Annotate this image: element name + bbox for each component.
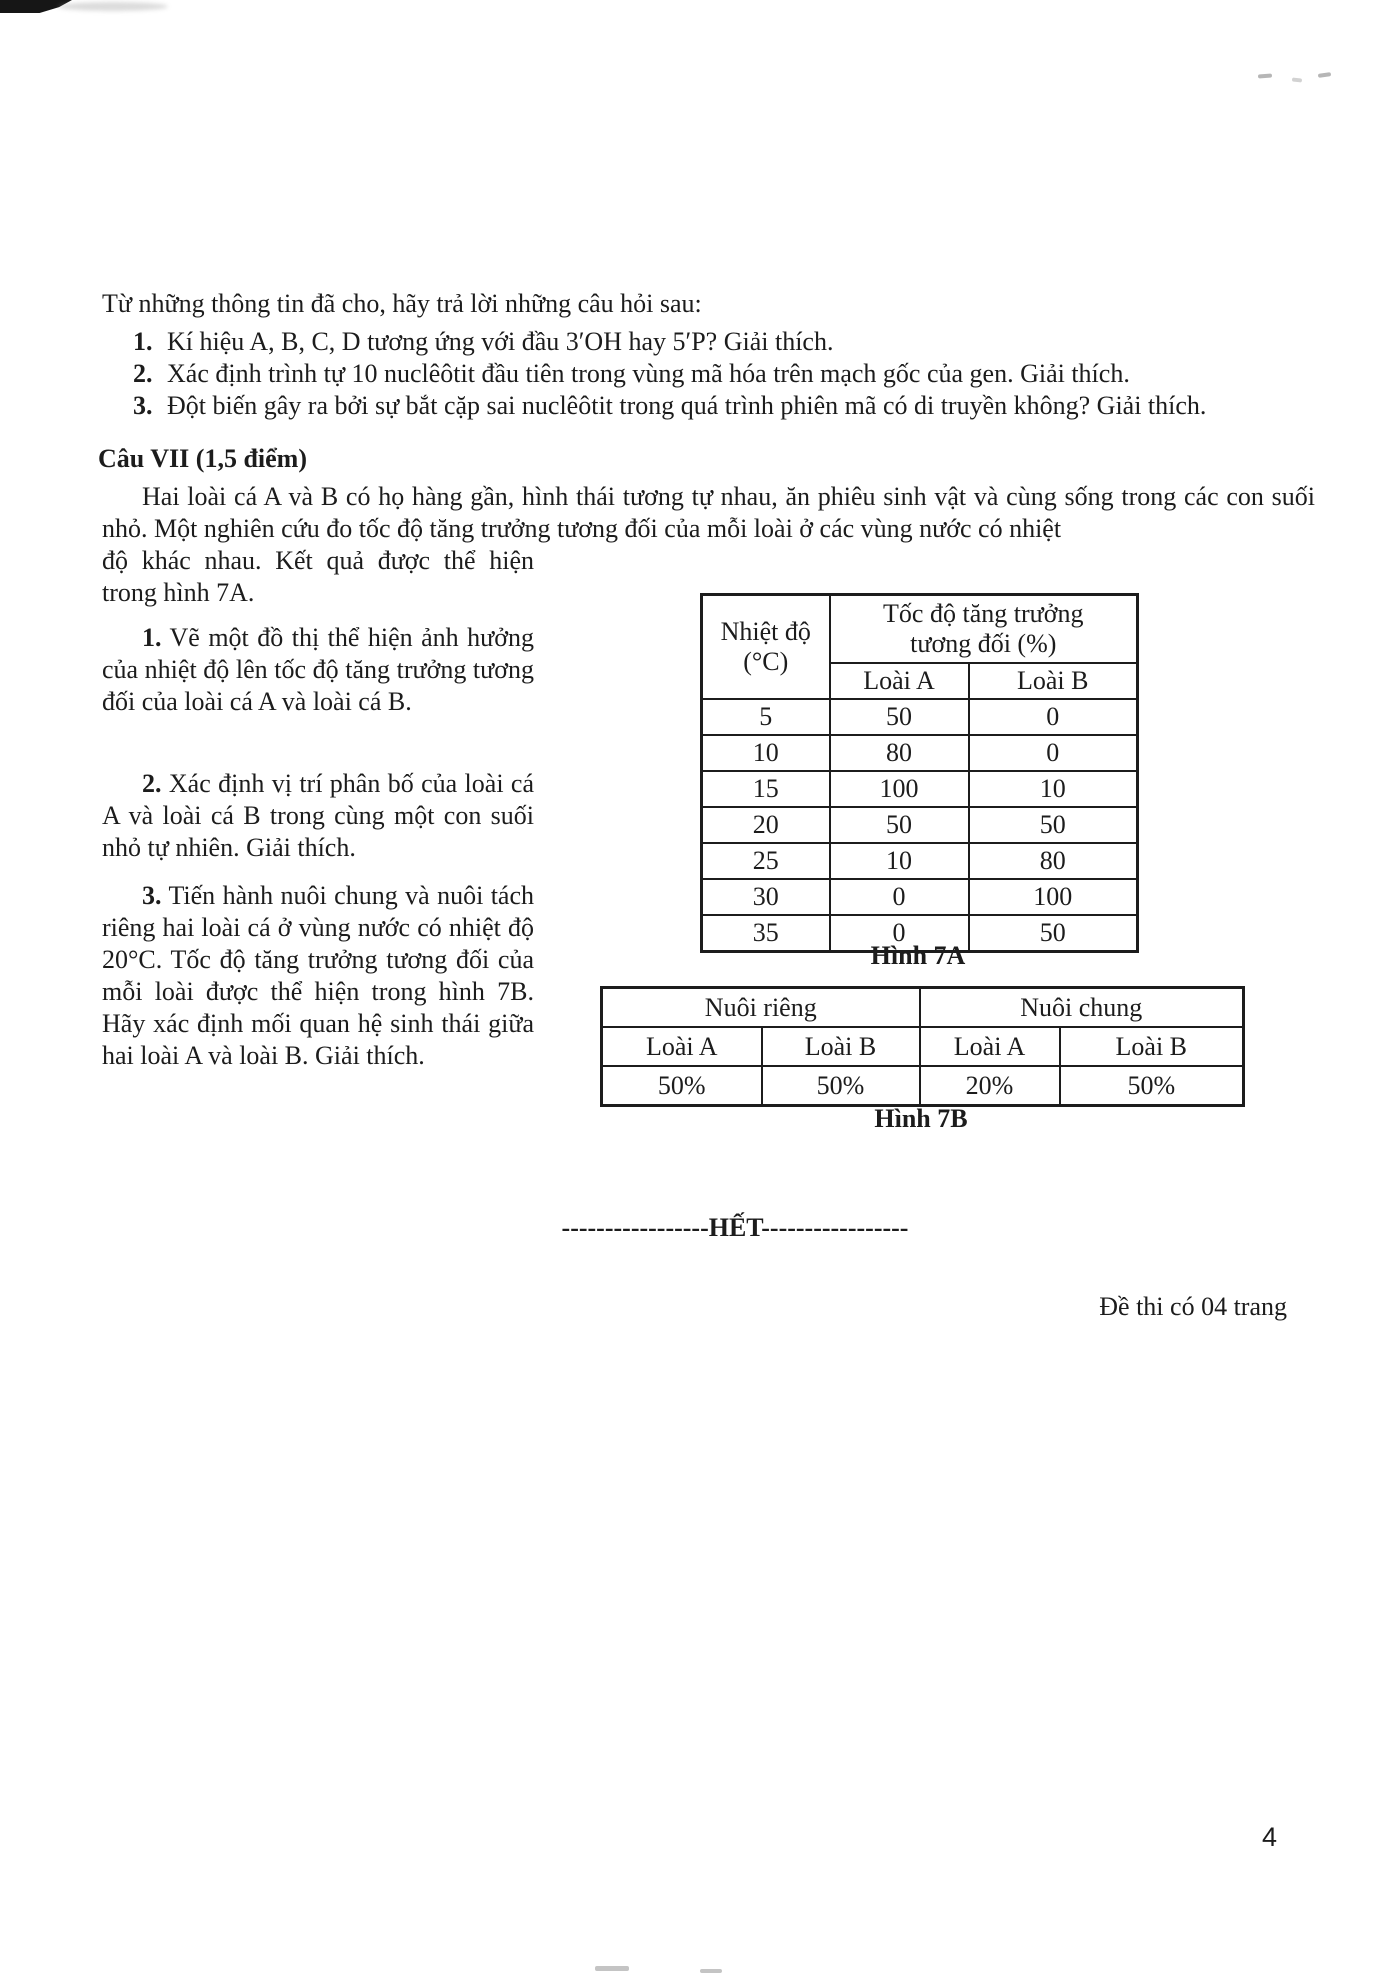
header-raised-together: Nuôi chung bbox=[920, 988, 1244, 1028]
cell-temp: 5 bbox=[702, 699, 830, 735]
cell-value: 20% bbox=[920, 1066, 1060, 1106]
page-number: 4 bbox=[1262, 1822, 1278, 1852]
table-row bbox=[602, 1066, 1244, 1106]
sub-question-3 bbox=[102, 880, 534, 1072]
sub-question-number: 1. bbox=[142, 623, 162, 652]
section-paragraph: Hai loài cá A và B có họ hàng gần, hình thái tương tự nhau, ăn phiêu sinh vật và cùng sống trong các con suối nhỏ. Một nghiên cứu đo tốc độ tăng trưởng tương đối của mỗi loài ở các vùng nước có nhiệt bbox=[102, 482, 1315, 543]
end-of-exam-line: -----------------HẾT----------------- bbox=[561, 1213, 909, 1242]
header-growth-rate bbox=[830, 595, 1138, 664]
cell-b: 0 bbox=[969, 735, 1138, 771]
sub-question-1 bbox=[102, 622, 534, 718]
cell-a: 100 bbox=[830, 771, 969, 807]
sub-question-text: Tiến hành nuôi chung và nuôi tách riêng hai loài cá ở vùng nước có nhiệt độ 20°C. Tốc độ tăng trưởng tương đối của mỗi loài được thể hiện trong hình 7B. Hãy xác định mối quan hệ sinh thái giữa hai loài A và loài B. Giải thích. bbox=[102, 881, 535, 1070]
table-row bbox=[702, 879, 1138, 915]
question-number: 1. bbox=[133, 327, 153, 356]
sub-question-text: Vẽ một đồ thị thể hiện ảnh hưởng của nhiệt độ lên tốc độ tăng trưởng tương đối của loài cá A và loài cá B. bbox=[102, 623, 534, 716]
cell-value: 50% bbox=[602, 1066, 762, 1106]
table-row bbox=[702, 699, 1138, 735]
question-number: 3. bbox=[133, 391, 153, 420]
header-species-b: Loài B bbox=[969, 663, 1138, 699]
header-raised-separately: Nuôi riêng bbox=[602, 988, 920, 1028]
question-text: Đột biến gây ra bởi sự bắt cặp sai nuclêôtit trong quá trình phiên mã có di truyền không? Giải thích. bbox=[167, 391, 1207, 420]
scan-speck bbox=[595, 1966, 629, 1971]
question-item-3 bbox=[133, 390, 1206, 422]
pages-note: Đề thi có 04 trang bbox=[1099, 1292, 1287, 1321]
header-species-b: Loài B bbox=[1060, 1027, 1244, 1066]
header-temperature-line1: Nhiệt độ bbox=[720, 617, 811, 646]
header-temperature bbox=[702, 595, 830, 700]
question-text: Kí hiệu A, B, C, D tương ứng với đầu 3′OH hay 5′P? Giải thích. bbox=[167, 327, 834, 356]
table-row bbox=[702, 595, 1138, 664]
pencil-mark bbox=[1258, 74, 1272, 79]
table-hinh-7a bbox=[700, 593, 1139, 953]
cell-b: 50 bbox=[969, 807, 1138, 843]
header-species-a: Loài A bbox=[602, 1027, 762, 1066]
cell-b: 100 bbox=[969, 879, 1138, 915]
table-row bbox=[702, 735, 1138, 771]
sub-question-number: 3. bbox=[142, 881, 162, 910]
header-growth-line2: tương đối (%) bbox=[910, 629, 1057, 658]
header-species-a: Loài A bbox=[920, 1027, 1060, 1066]
table-row bbox=[702, 771, 1138, 807]
cell-b: 80 bbox=[969, 843, 1138, 879]
cell-a: 80 bbox=[830, 735, 969, 771]
question-item-2 bbox=[133, 358, 1130, 390]
cell-a: 0 bbox=[830, 879, 969, 915]
cell-a: 50 bbox=[830, 699, 969, 735]
header-temperature-line2: (°C) bbox=[743, 647, 789, 676]
cell-temp: 10 bbox=[702, 735, 830, 771]
sub-question-number: 2. bbox=[142, 769, 162, 798]
table-hinh-7b bbox=[600, 986, 1245, 1107]
pencil-mark bbox=[1292, 77, 1302, 82]
header-species-a: Loài A bbox=[830, 663, 969, 699]
section-heading: Câu VII (1,5 điểm) bbox=[98, 444, 307, 473]
caption-hinh-7a: Hình 7A bbox=[870, 941, 966, 970]
cell-temp: 30 bbox=[702, 879, 830, 915]
sub-question-text: Xác định vị trí phân bố của loài cá A và loài cá B trong cùng một con suối nhỏ tự nhiên. Giải thích. bbox=[102, 769, 535, 862]
cell-temp: 35 bbox=[702, 915, 830, 952]
cell-temp: 25 bbox=[702, 843, 830, 879]
table-row bbox=[702, 843, 1138, 879]
scan-smudge-tail bbox=[58, 2, 168, 11]
table-row bbox=[602, 988, 1244, 1028]
cell-a: 10 bbox=[830, 843, 969, 879]
cell-temp: 20 bbox=[702, 807, 830, 843]
cell-temp: 15 bbox=[702, 771, 830, 807]
caption-hinh-7b: Hình 7B bbox=[874, 1104, 968, 1133]
cell-b: 10 bbox=[969, 771, 1138, 807]
cell-value: 50% bbox=[762, 1066, 920, 1106]
question-text: Xác định trình tự 10 nuclêôtit đầu tiên trong vùng mã hóa trên mạch gốc của gen. Giải thích. bbox=[167, 359, 1130, 388]
header-species-b: Loài B bbox=[762, 1027, 920, 1066]
cell-a: 50 bbox=[830, 807, 969, 843]
cell-a: 0 bbox=[830, 915, 969, 952]
scan-speck bbox=[700, 1969, 722, 1973]
question-item-1 bbox=[133, 326, 833, 358]
cell-value: 50% bbox=[1060, 1066, 1244, 1106]
intro-lead: Từ những thông tin đã cho, hãy trả lời những câu hỏi sau: bbox=[102, 289, 702, 318]
table-row bbox=[602, 1027, 1244, 1066]
header-growth-line1: Tốc độ tăng trưởng bbox=[883, 599, 1084, 628]
section-paragraph-continuation: độ khác nhau. Kết quả được thể hiện trong hình 7A. bbox=[102, 546, 534, 607]
sub-question-2 bbox=[102, 768, 534, 864]
table-row bbox=[702, 807, 1138, 843]
cell-b: 0 bbox=[969, 699, 1138, 735]
pencil-mark bbox=[1318, 72, 1331, 78]
question-number: 2. bbox=[133, 359, 153, 388]
cell-b: 50 bbox=[969, 915, 1138, 952]
